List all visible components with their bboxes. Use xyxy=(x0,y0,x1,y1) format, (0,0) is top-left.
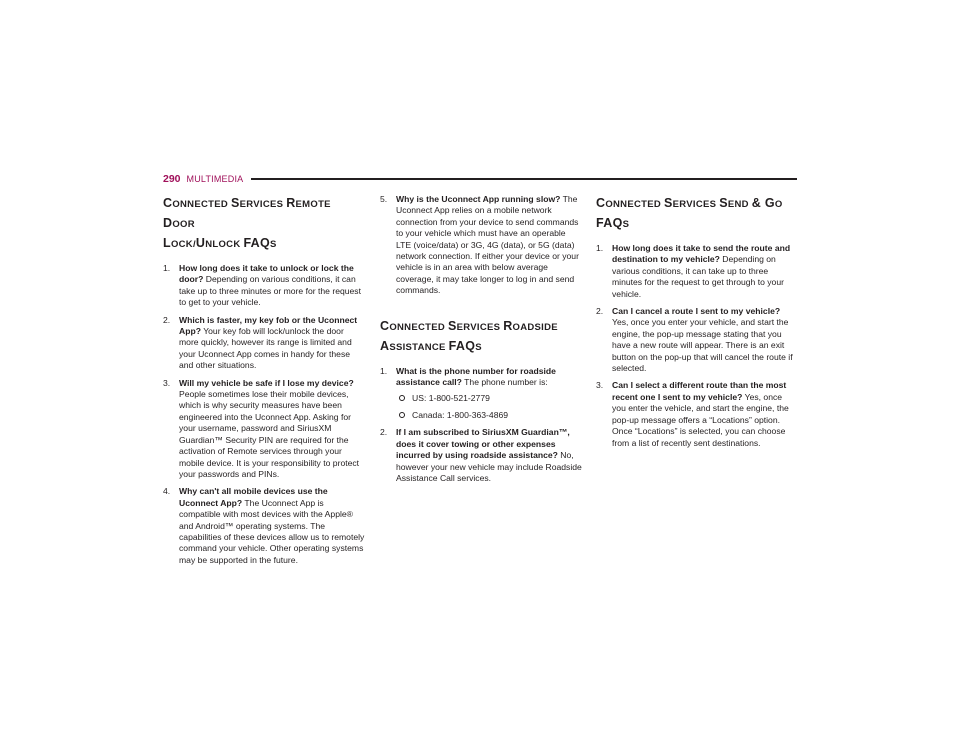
circle-bullet-icon xyxy=(399,395,405,401)
column-middle xyxy=(380,194,582,491)
faq-answer: The phone number is: xyxy=(461,377,548,388)
faq-item: 1. How long does it take to send the route and destination to my vehicle? Depending on various conditions, it can take up to three minutes for the request to get through to your vehicle. xyxy=(596,243,791,299)
heading-line: FAQS xyxy=(596,216,630,230)
faq-list xyxy=(596,243,797,449)
section-heading-remote-door xyxy=(163,194,365,254)
heading-line: CONNECTED SERVICES REMOTE DOOR xyxy=(163,196,331,230)
faq-question: If I am subscribed to SiriusXM Guardian™, does it cover towing or other expenses incurred by using roadside assistance? xyxy=(396,427,570,461)
faq-question: Why can't all mobile devices use the Uconnect App? xyxy=(179,486,328,508)
faq-answer: Depending on various conditions, it can take up to three minutes or more for the request to get to your vehicle. xyxy=(179,274,361,308)
faq-list xyxy=(380,194,582,297)
phone-item: US: 1-800-521-2779 xyxy=(396,393,582,404)
faq-question: Why is the Uconnect App running slow? xyxy=(396,194,561,204)
heading-line: LOCK/UNLOCK FAQS xyxy=(163,236,277,250)
heading-line: CONNECTED SERVICES SEND & GO xyxy=(596,196,783,210)
faq-item: 1. How long does it take to unlock or lock the door? Depending on various conditions, it can take up to three minutes or more for the request to get to your vehicle. xyxy=(163,263,361,308)
section-title: MULTIMEDIA xyxy=(186,174,244,184)
faq-question: Which is faster, my key fob or the Uconnect App? xyxy=(179,314,358,337)
faq-question: Will my vehicle be safe if I lose my device? xyxy=(179,377,354,388)
faq-answer: The Uconnect App is compatible with most devices with the Apple® and Android™ operating systems. The capabilities of these devices allow us to remotely command your vehicle. Other operating systems may be supported in the future. xyxy=(179,497,365,565)
faq-question: Can I select a different route than the most recent one I sent to my vehicle? xyxy=(612,380,787,402)
header-rule xyxy=(251,178,797,180)
faq-answer: Yes, once you enter your vehicle, and start the engine, the pop-up message stating that you have a new route will appear. There is an exit button on the pop-up that will cancel the route if selected. xyxy=(612,317,793,374)
phone-item: Canada: 1-800-363-4869 xyxy=(396,410,582,421)
page-number: 290 xyxy=(163,173,181,185)
column-left xyxy=(163,194,365,572)
faq-answer: Yes, once you enter the vehicle, and start the engine, the pop-up message offers a “Locations” option. Once “Locations” is selected, you can choose from a list of recently sent destinations. xyxy=(612,391,789,448)
faq-item: 4. Why can't all mobile devices use the Uconnect App? The Uconnect App is compatible with most devices with the Apple® and Android™ operating systems. The capabilities of these devices allow us to remotely command your vehicle. Other operating systems may be supported in the future. xyxy=(163,486,365,565)
faq-list xyxy=(380,366,582,485)
faq-answer: People sometimes lose their mobile devices, which is why security measures have been engineered into the Uconnect App. Asking for your username, password and SiriusXM Guardian™ Security PIN are required for the activation of Remote services through your mobile device. It is your responsibility to protect your passwords and PINs. xyxy=(179,389,360,479)
faq-item: 1. What is the phone number for roadside assistance call? The phone number is: US: 1-800-521-2779 Canada: 1-800-363-4869 xyxy=(380,366,582,422)
faq-answer: The Uconnect App relies on a mobile network connection from your device to send commands to your vehicle which must have an operable LTE (voice/data) or 3G, 4G (data), or 5G (data) network connection. If either your device or your vehicle is in an area with below average coverage, it may take longer to log in and send commands. xyxy=(396,194,579,296)
faq-question: What is the phone number for roadside assistance call? xyxy=(396,365,556,388)
faq-answer: No, however your new vehicle may include Roadside Assistance Call services. xyxy=(396,450,582,484)
faq-list xyxy=(163,263,365,566)
faq-answer: Depending on various conditions, it can take up to three minutes for the request to get through to your vehicle. xyxy=(612,254,784,299)
faq-item: 2. Can I cancel a route I sent to my vehicle? Yes, once you enter your vehicle, and start the engine, the pop-up message stating that you have a new route will appear. There is an exit button on the pop-up that will cancel the route if selected. xyxy=(596,306,793,374)
faq-question: Can I cancel a route I sent to my vehicle? xyxy=(612,306,781,317)
column-right xyxy=(596,194,797,455)
section-heading-send-go xyxy=(596,194,797,234)
heading-line: ASSISTANCE FAQS xyxy=(380,338,482,353)
faq-item: 3. Can I select a different route than the most recent one I sent to my vehicle? Yes, once you enter the vehicle, and start the engine, the pop-up message offers a “Locations” option. Once “Locations” is selected, you can choose from a list of recently sent destinations. xyxy=(596,380,789,448)
faq-item: 2. Which is faster, my key fob or the Uconnect App? Your key fob will lock/unlock the door more quickly, however its range is limited and your Uconnect App comes in handy for these and other situations. xyxy=(163,314,358,371)
faq-item: 3. Will my vehicle be safe if I lose my device? People sometimes lose their mobile devices, which is why security measures have been engineered into the Uconnect App. Asking for your username, password and SiriusXM Guardian™ Security PIN are required for the activation of Remote services through your mobile device. It is your responsibility to protect your passwords and PINs. xyxy=(163,377,360,479)
faq-answer: Your key fob will lock/unlock the door more quickly, however its range is limited and your Uconnect App comes in handy for these and other situations. xyxy=(179,326,352,371)
heading-line: CONNECTED SERVICES ROADSIDE xyxy=(380,318,558,333)
circle-bullet-icon xyxy=(399,412,405,418)
faq-question: How long does it take to unlock or lock the door? xyxy=(179,263,354,285)
section-heading-roadside xyxy=(380,317,582,357)
faq-item: 2. If I am subscribed to SiriusXM Guardian™, does it cover towing or other expenses incurred by using roadside assistance? No, however your new vehicle may include Roadside Assistance Call services. xyxy=(380,427,582,484)
faq-question: How long does it take to send the route and destination to my vehicle? xyxy=(612,243,791,265)
faq-item: 5. Why is the Uconnect App running slow? The Uconnect App relies on a mobile network connection from your device to send commands to your vehicle which must have an operable LTE (voice/data) or 3G, 4G (data), or 5G (data) network connection. If either your device or your vehicle is in an area with below average coverage, it may take longer to log in and send commands. xyxy=(380,194,579,296)
page-header xyxy=(163,172,797,186)
phone-list xyxy=(396,393,582,421)
